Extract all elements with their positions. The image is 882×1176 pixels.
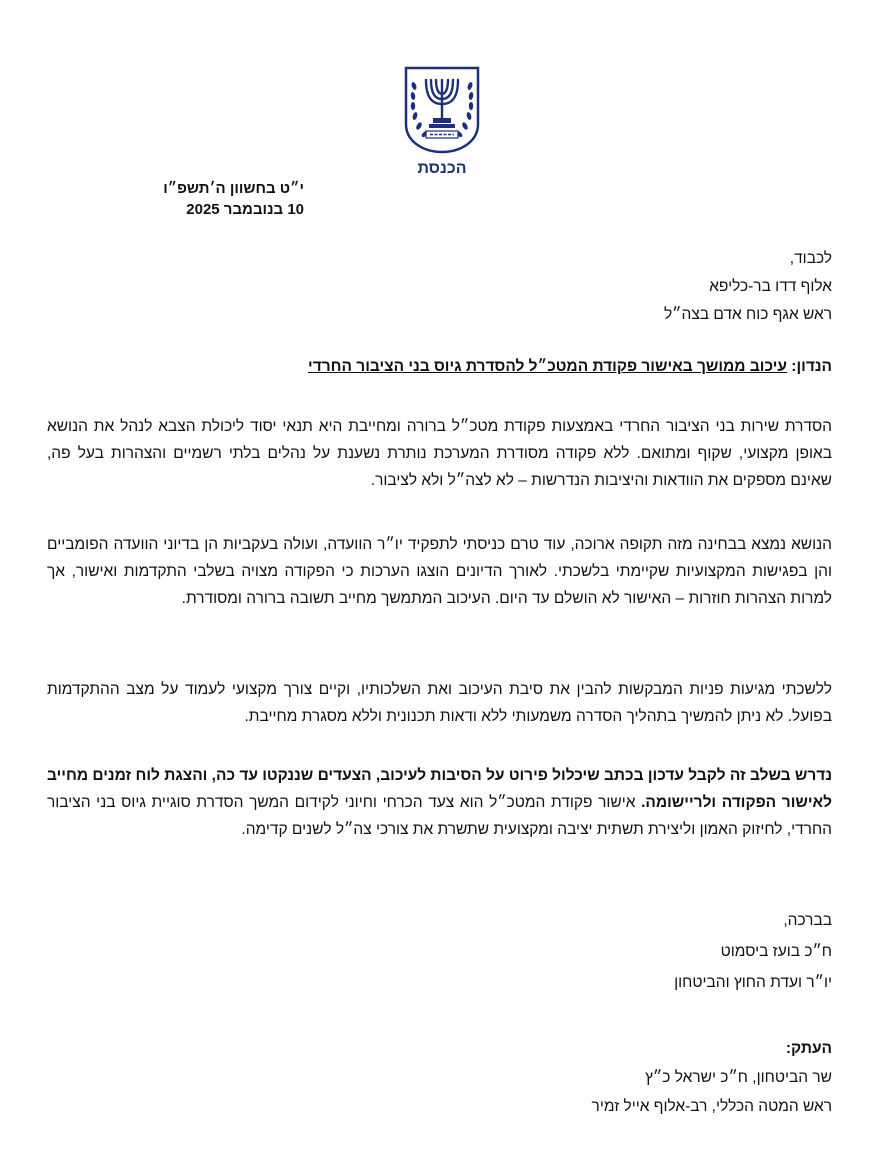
- body-paragraph-4: [47, 762, 832, 843]
- cc-label: העתק:: [785, 1040, 832, 1057]
- knesset-emblem-icon: [404, 66, 480, 154]
- body-paragraph-1: הסדרת שירות בני הציבור החרדי באמצעות פקודת מטכ״ל ברורה ומחייבת היא תנאי יסוד ליכולת הצבא לנהל את הנושא באופן מקצועי, שקוף ומתואם. ללא פקודה מסודרת המערכת נותרת נשענת על נהלים בלתי רשמיים והצהרות בעל פה, שאינם מספקים את הוודאות והיציבות הנדרשות – לא לצה״ל ולא לציבור.: [47, 418, 832, 489]
- subject-line: [308, 358, 832, 376]
- cc-item: שר הביטחון, ח״כ ישראל כ״ץ: [645, 1069, 832, 1086]
- cc-item: ראש המטה הכללי, רב-אלוף אייל זמיר: [591, 1098, 832, 1115]
- signer-name: ח״כ בועז ביסמוט: [720, 943, 832, 960]
- signer-title: יו״ר ועדת החוץ והביטחון: [674, 974, 832, 991]
- recipient-block: [332, 245, 832, 329]
- cc-block: [332, 1034, 832, 1121]
- recipient-name: אלוף דדו בר-כליפא: [709, 278, 832, 295]
- org-name: הכנסת: [417, 160, 467, 177]
- body-paragraph-3: ללשכתי מגיעות פניות המבקשות להבין את סיבת העיכוב ואת השלכותיו, וקיים צורך מקצועי לעמוד על מצב ההתקדמות בפועל. לא ניתן להמשיך בתהליך הסדרה משמעותי ללא ודאות תכנונית וללא מסגרת מחייבת.: [47, 681, 832, 725]
- subject-label: הנדון:: [791, 358, 832, 375]
- subject-text: עיכוב ממושך באישור פקודת המטכ״ל להסדרת גיוס בני הציבור החרדי: [308, 358, 787, 375]
- date-gregorian: 10 בנובמבר 2025: [186, 201, 304, 218]
- body-paragraph-4-rest: אישור פקודת המטכ״ל הוא צעד הכרחי וחיוני לקידום המשך הסדרת סוגיית גיוס בני הציבור החרדי, לחיזוק האמון וליצירת תשתית יציבה ומקצועית שתשרת את צורכי צה״ל לשנים קדימה.: [47, 794, 832, 838]
- body-paragraph-4-bold: נדרש בשלב זה לקבל עדכון בכתב שיכלול פירוט על הסיבות לעיכוב, הצעדים שננקטו עד כה, והצגת לוח זמנים מחייב לאישור הפקודה ולריישומה.: [47, 767, 832, 811]
- date-block: [44, 178, 304, 220]
- body-paragraph-2: הנושא נמצא בבחינה מזה תקופה ארוכה, עוד טרם כניסתי לתפקיד יו״ר הוועדה, ועולה בעקביות הן בדיוני הוועדה הפומביים והן בפגישות המקצועיות שקיימתי בלשכתי. לאורך הדיונים הוצגו הערכות כי הפקודה מצויה בשלבי התקדמות ואישור, אך למרות הצהרות חוזרות – האישור לא הושלם עד היום. העיכוב המתמשך מחייב תשובה ברורה ומסודרת.: [47, 536, 832, 607]
- recipient-salutation: לכבוד,: [789, 250, 832, 267]
- closing-block: [432, 905, 832, 998]
- closing-greeting: בברכה,: [783, 912, 832, 929]
- date-hebrew: י״ט בחשוון ה׳תשפ״ו: [163, 180, 304, 197]
- recipient-title: ראש אגף כוח אדם בצה״ל: [663, 306, 832, 323]
